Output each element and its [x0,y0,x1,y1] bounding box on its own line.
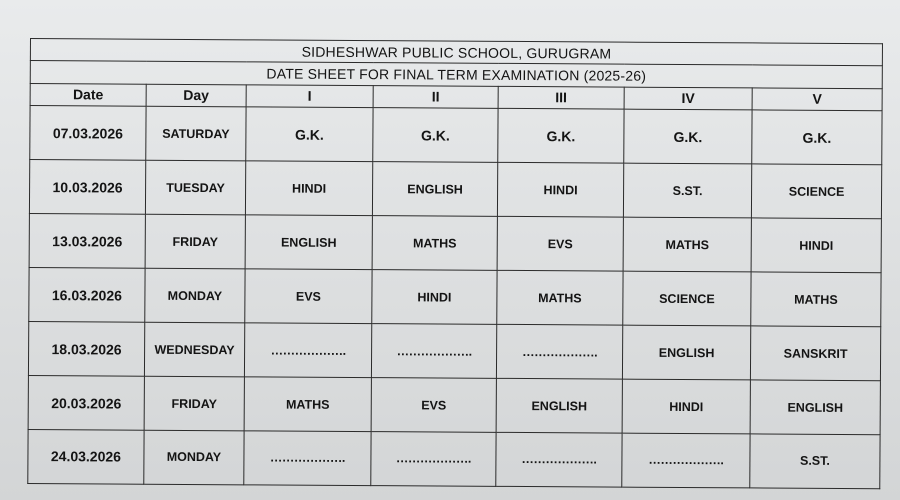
subject-cell: SCIENCE [623,271,751,326]
exam-day: MONDAY [144,430,244,485]
no-exam-placeholder: ………………. [496,432,622,487]
no-exam-placeholder: ………………. [244,431,371,486]
header-class-iii: III [498,86,624,109]
subject-cell: HINDI [245,161,372,216]
subject-cell: HINDI [751,218,881,273]
header-class-i: I [246,85,373,108]
table-row [30,106,882,165]
subject-cell: MATHS [497,270,623,325]
exam-date: 18.03.2026 [28,322,144,377]
no-exam-placeholder: ………………. [244,323,371,378]
sheet-title: DATE SHEET FOR FINAL TERM EXAMINATION (2025-26) [30,61,882,89]
exam-date: 07.03.2026 [30,106,146,161]
exam-date: 13.03.2026 [29,214,145,269]
subject-cell: ENGLISH [245,215,372,270]
subject-cell: EVS [497,216,623,271]
table-row [29,160,881,219]
school-name: SIDHESHWAR PUBLIC SCHOOL, GURUGRAM [30,39,882,67]
table-row [28,322,880,381]
subject-cell: MATHS [751,272,881,327]
exam-date: 24.03.2026 [28,429,144,484]
subject-cell: G.K. [246,107,373,162]
header-class-v: V [752,88,882,111]
no-exam-placeholder: ………………. [371,324,496,379]
subject-cell: HINDI [372,270,497,325]
exam-day: WEDNESDAY [144,322,244,377]
exam-day: MONDAY [145,268,245,323]
subject-cell: ENGLISH [622,325,750,380]
subject-cell: HINDI [622,379,750,434]
exam-day: FRIDAY [144,376,244,431]
subject-cell: G.K. [624,109,752,164]
subject-cell: G.K. [373,108,498,163]
exam-date: 10.03.2026 [29,160,145,215]
exam-date: 20.03.2026 [28,376,144,431]
exam-date: 16.03.2026 [29,268,145,323]
no-exam-placeholder: ………………. [622,433,750,488]
no-exam-placeholder: ………………. [371,432,496,487]
exam-day: FRIDAY [145,214,245,269]
subject-cell: SANSKRIT [750,326,880,381]
subject-cell: G.K. [752,110,882,165]
header-class-ii: II [373,85,498,108]
header-day: Day [146,84,246,107]
subject-cell: SCIENCE [751,164,881,219]
subject-cell: ENGLISH [372,162,497,217]
no-exam-placeholder: ………………. [496,324,622,379]
subject-cell: EVS [245,269,372,324]
subject-cell: ENGLISH [496,378,622,433]
subject-cell: S.ST. [623,163,751,218]
subject-cell: MATHS [244,377,371,432]
exam-day: SATURDAY [146,106,246,161]
header-class-iv: IV [624,87,752,110]
subject-cell: MATHS [372,216,497,271]
subject-cell: MATHS [623,217,751,272]
subject-cell: S.ST. [750,434,880,489]
table-row [29,214,881,273]
table-row [29,268,881,327]
header-date: Date [30,83,146,106]
table-row [28,376,880,435]
table-body [28,39,883,489]
table-row [28,429,880,488]
date-sheet-table [27,38,883,489]
exam-day: TUESDAY [145,160,245,215]
subject-cell: EVS [371,378,496,433]
subject-cell: ENGLISH [750,380,880,435]
subject-cell: HINDI [497,163,623,218]
subject-cell: G.K. [498,109,624,164]
